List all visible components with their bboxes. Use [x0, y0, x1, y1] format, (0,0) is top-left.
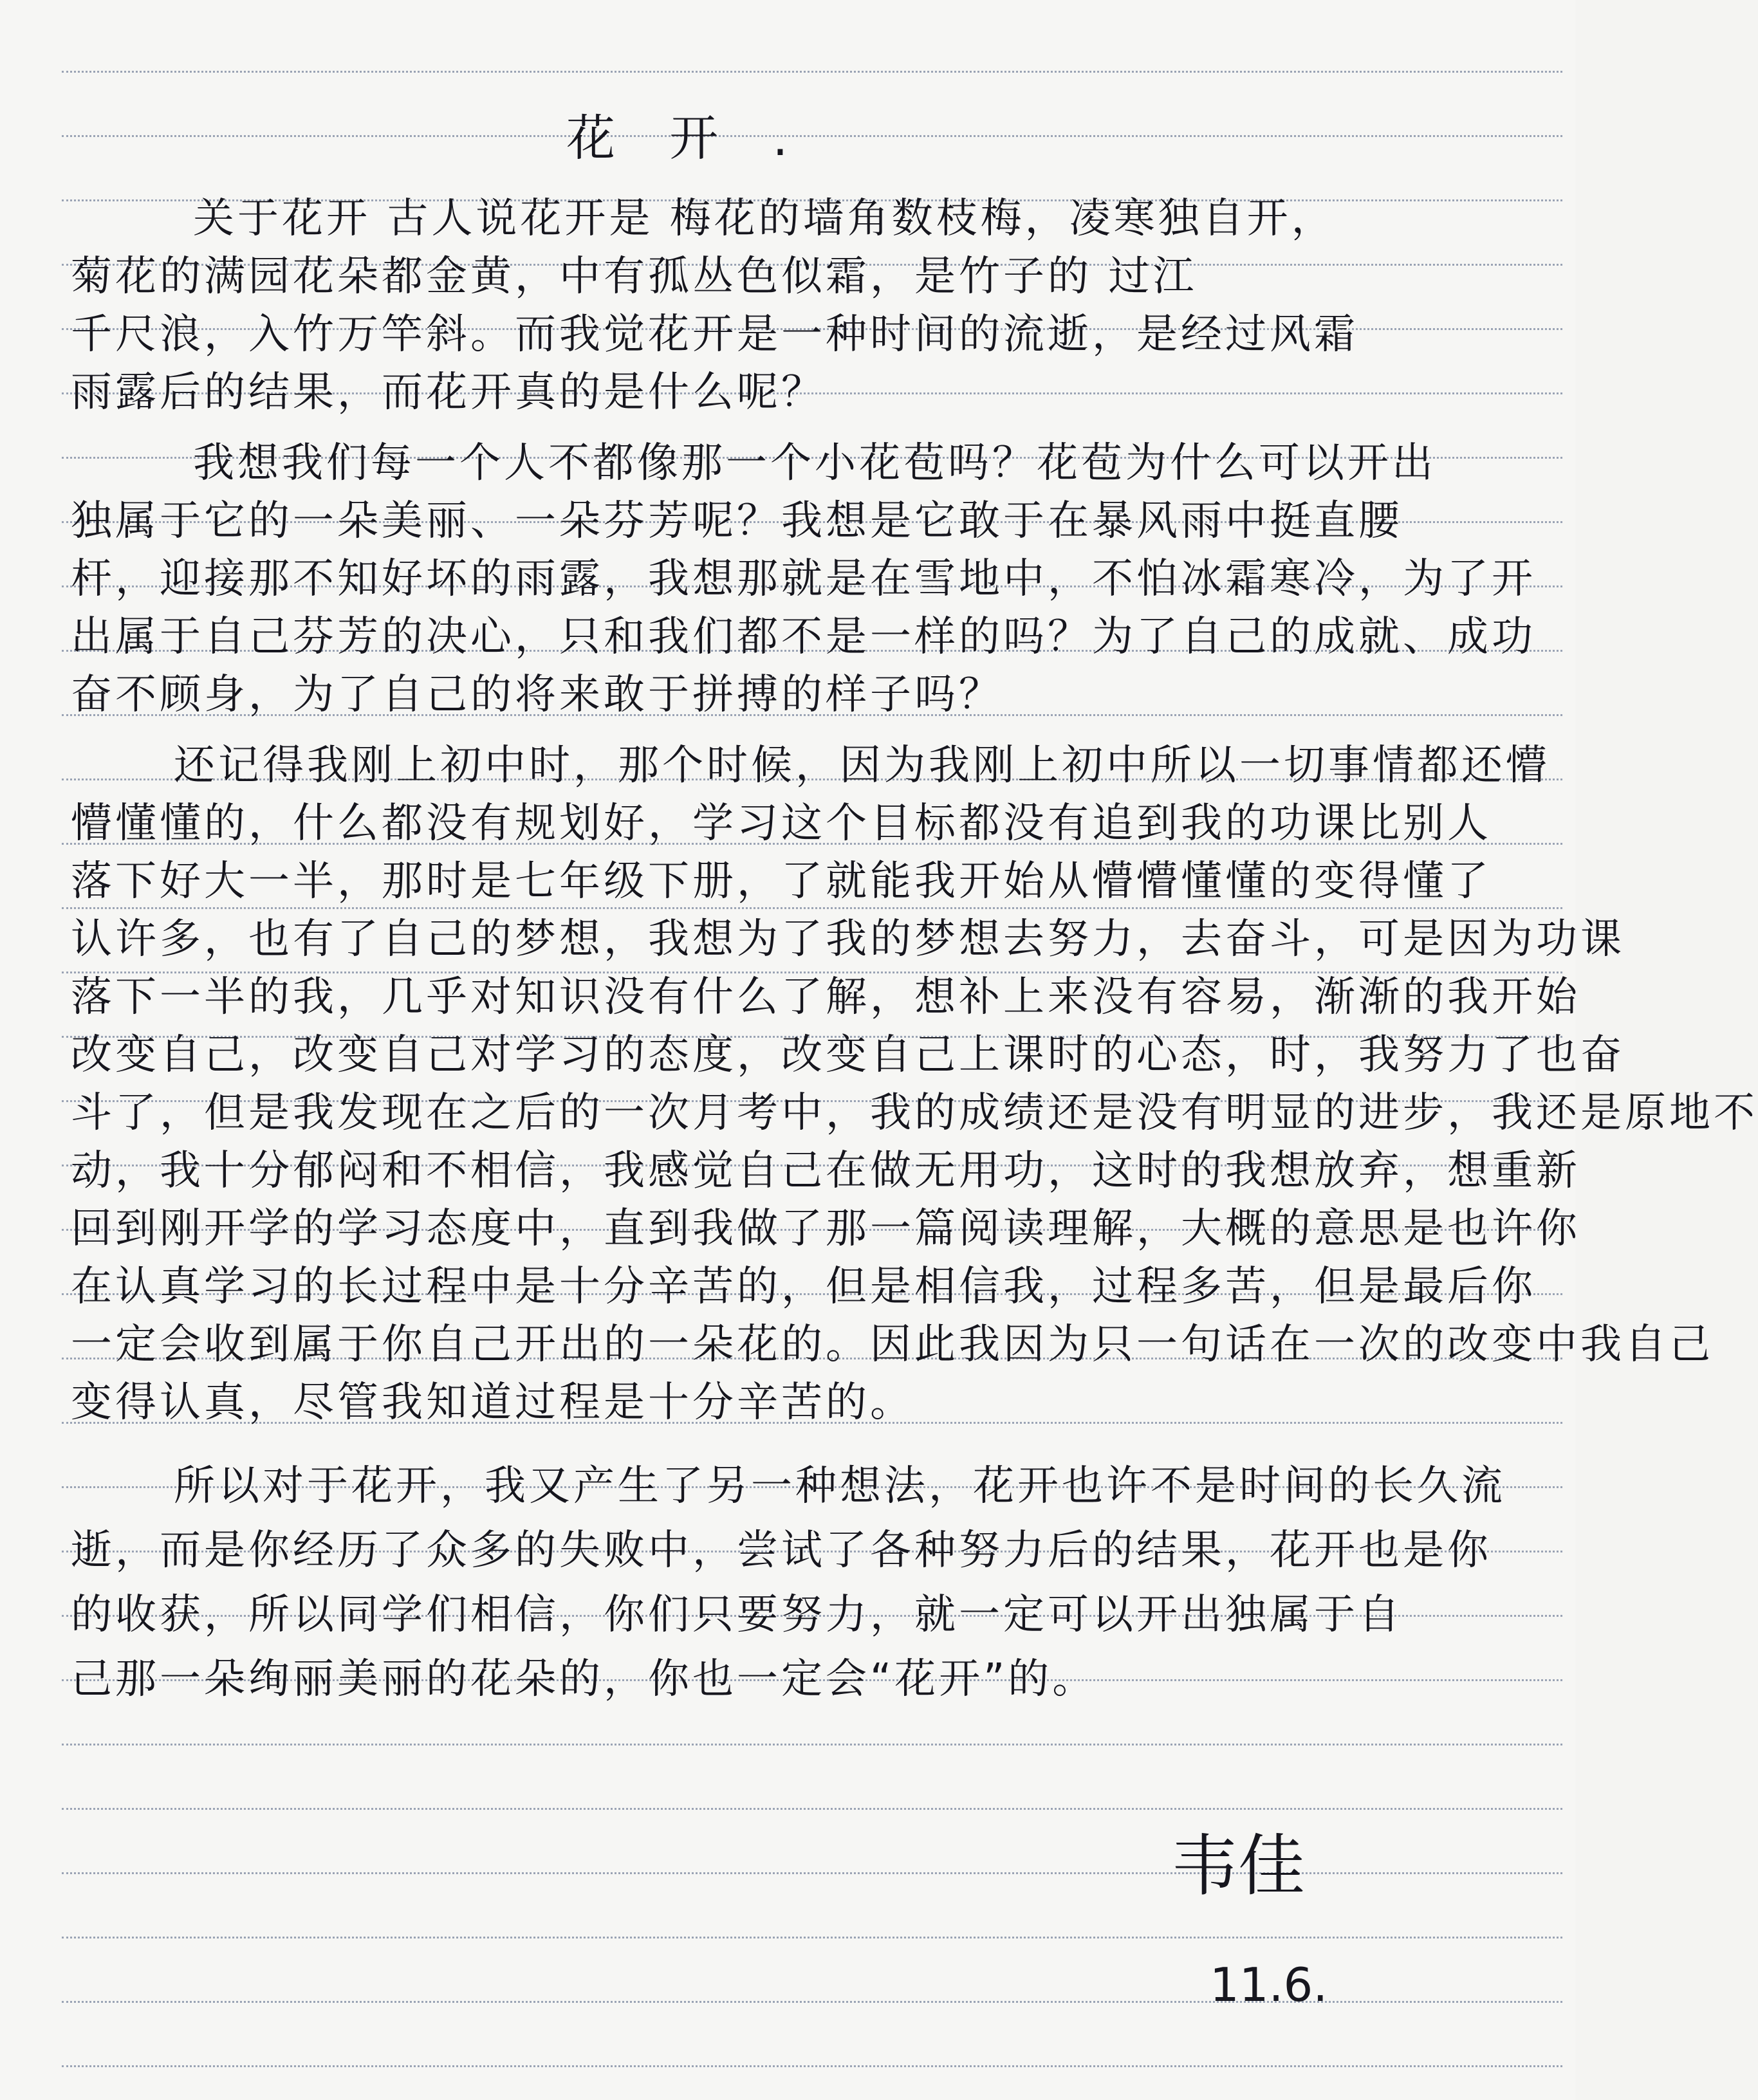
- essay-line: 出属于自己芬芳的决心，只和我们都不是一样的吗？为了自己的成就、成功: [71, 613, 1536, 661]
- essay-line: 独属于它的一朵美丽、一朵芬芳呢？我想是它敢于在暴风雨中挺直腰: [71, 497, 1403, 545]
- essay-line: 千尺浪，入竹万竿斜。而我觉花开是一种时间的流逝，是经过风霜: [71, 311, 1358, 358]
- essay-line: 奋不顾身，为了自己的将来敢于拼搏的样子吗？: [71, 671, 1003, 719]
- essay-line: 杆，迎接那不知好坏的雨露，我想那就是在雪地中，不怕冰霜寒冷，为了开: [71, 555, 1536, 603]
- ruled-line: [62, 2001, 1562, 2003]
- essay-line: 改变自己，改变自己对学习的态度，改变自己上课时的心态，时，我努力了也奋: [71, 1031, 1625, 1079]
- ruled-line: [62, 1937, 1562, 1939]
- essay-title: 花 开 .: [566, 109, 808, 167]
- essay-line: 的收获，所以同学们相信，你们只要努力，就一定可以开出独属于自: [71, 1591, 1403, 1639]
- essay-line: 所以对于花开，我又产生了另一种想法，花开也许不是时间的长久流: [174, 1462, 1506, 1510]
- ruled-line: [62, 907, 1562, 909]
- ruled-line: [62, 135, 1562, 137]
- essay-line: 关于花开 古人说花开是 梅花的墙角数枝梅，凌寒独自开，: [193, 195, 1336, 243]
- essay-line: 斗了，但是我发现在之后的一次月考中，我的成绩还是没有明显的进步，我还是原地不: [71, 1089, 1758, 1137]
- date-text: 11.6.: [1210, 1958, 1328, 2012]
- ruled-line: [62, 2065, 1562, 2067]
- essay-line: 菊花的满园花朵都金黄，中有孤丛色似霜，是竹子的 过江: [71, 253, 1198, 300]
- essay-line: 逝，而是你经历了众多的失败中，尝试了各种努力后的结果，花开也是你: [71, 1527, 1492, 1574]
- ruled-line: [62, 1872, 1562, 1874]
- essay-line: 己那一朵绚丽美丽的花朵的，你也一定会“花开”的。: [71, 1655, 1097, 1703]
- essay-line: 在认真学习的长过程中是十分辛苦的，但是相信我，过程多苦，但是最后你: [71, 1263, 1536, 1311]
- essay-line: 我想我们每一个人不都像那一个小花苞吗？花苞为什么可以开出: [193, 439, 1436, 487]
- essay-line: 回到刚开学的学习态度中，直到我做了那一篇阅读理解，大概的意思是也许你: [71, 1205, 1580, 1253]
- essay-line: 落下一半的我，几乎对知识没有什么了解，想补上来没有容易，渐渐的我开始: [71, 973, 1580, 1021]
- essay-line: 认许多，也有了自己的梦想，我想为了我的梦想去努力，去奋斗，可是因为功课: [71, 916, 1625, 963]
- essay-line: 雨露后的结果，而花开真的是什么呢？: [71, 369, 826, 416]
- ruled-line: [62, 1744, 1562, 1745]
- essay-line: 懵懂懂的，什么都没有规划好，学习这个目标都没有追到我的功课比别人: [71, 800, 1492, 847]
- author-signature: 韦佳: [1171, 1827, 1306, 1905]
- ruled-line: [62, 71, 1562, 73]
- ruled-line: [62, 1808, 1562, 1810]
- essay-line: 动，我十分郁闷和不相信，我感觉自己在做无用功，这时的我想放弃，想重新: [71, 1147, 1580, 1195]
- essay-line: 变得认真，尽管我知道过程是十分辛苦的。: [71, 1379, 914, 1426]
- essay-line: 落下好大一半，那时是七年级下册，了就能我开始从懵懵懂懂的变得懂了: [71, 858, 1492, 905]
- essay-line: 还记得我刚上初中时，那个时候，因为我刚上初中所以一切事情都还懵: [174, 742, 1550, 789]
- essay-line: 一定会收到属于你自己开出的一朵花的。因此我因为只一句话在一次的改变中我自己: [71, 1321, 1714, 1368]
